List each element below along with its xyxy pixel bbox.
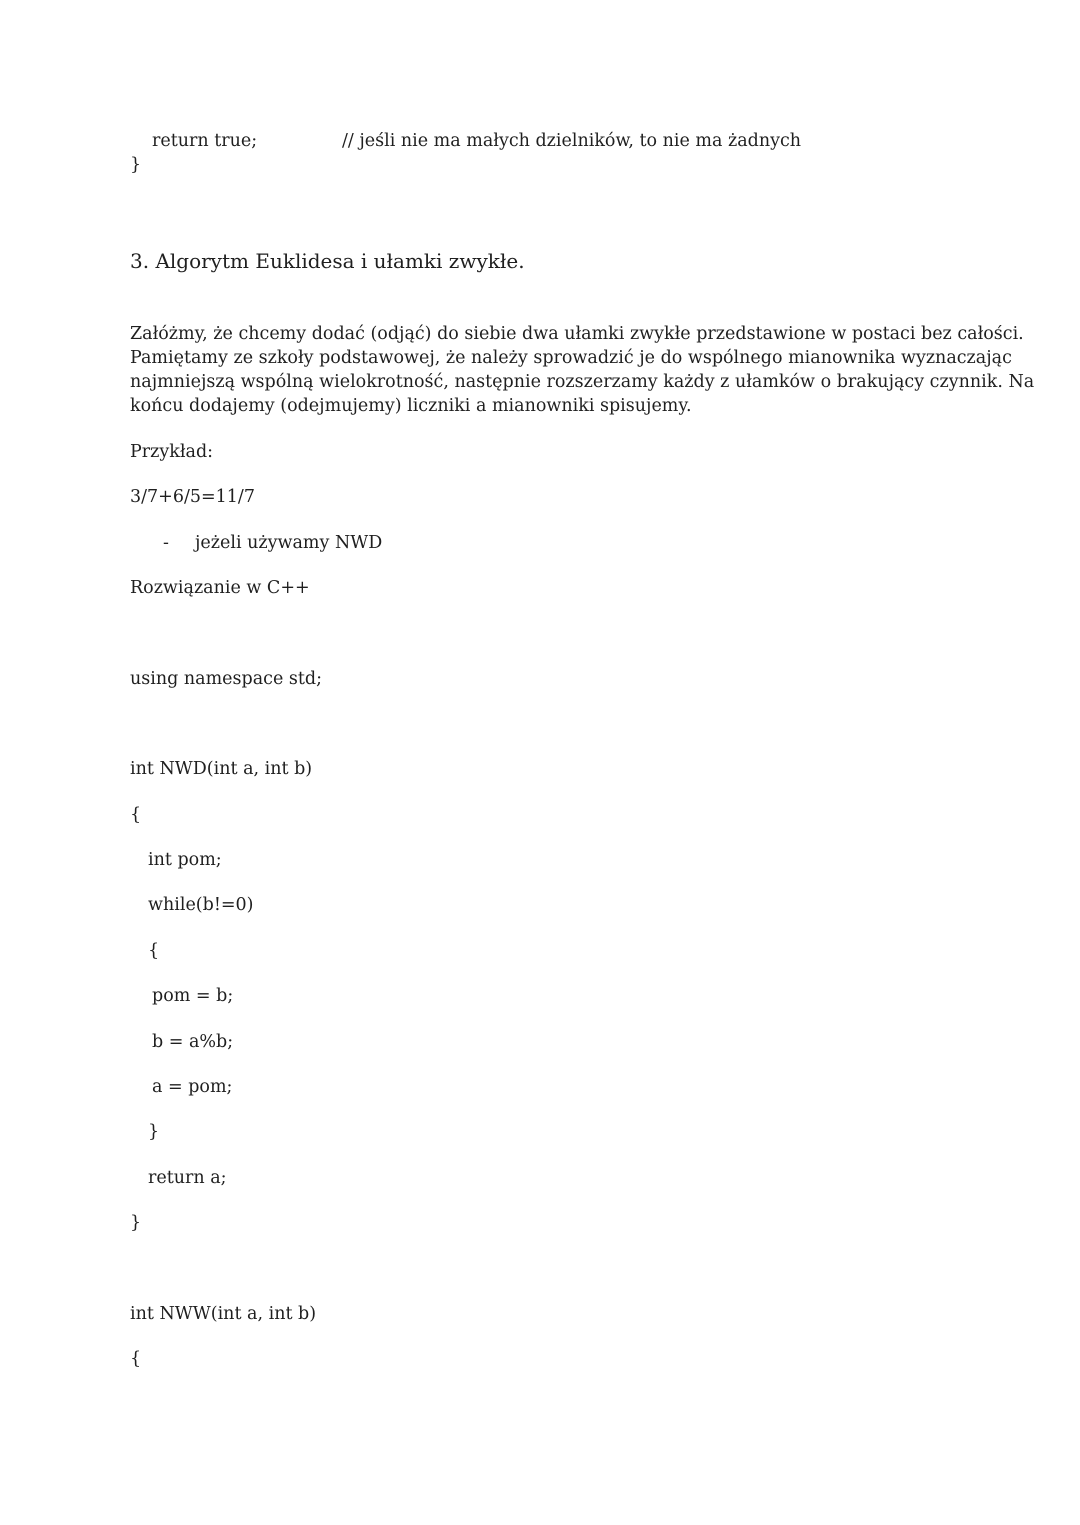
paragraph-line: Załóżmy, że chcemy dodać (odjąć) do siebie dwa ułamki zwykłe przedstawione w postaci bez całości. — [130, 324, 1024, 344]
code-nwd-signature: int NWD(int a, int b) — [130, 759, 313, 779]
code-return-a: return a; — [148, 1168, 227, 1188]
paragraph-line: Pamiętamy ze szkoły podstawowej, że należy sprowadzić je do wspólnego mianownika wyznaczając — [130, 348, 1012, 368]
code-open-brace: { — [130, 1349, 142, 1369]
code-return-true: return true; — [152, 131, 258, 151]
paragraph-line: najmniejszą wspólną wielokrotność, następnie rozszerzamy każdy z ułamków o brakujący czynnik. Na — [130, 372, 1035, 392]
bullet-dash: - — [163, 533, 169, 553]
code-open-brace: { — [148, 941, 160, 961]
code-comment: // jeśli nie ma małych dzielników, to nie ma żadnych — [342, 131, 802, 151]
code-close-brace-top: } — [130, 155, 142, 175]
code-a-assign: a = pom; — [152, 1077, 233, 1097]
section-heading: 3. Algorytm Euklidesa i ułamki zwykłe. — [130, 249, 525, 273]
code-pom-assign: pom = b; — [152, 986, 234, 1006]
code-close-brace: } — [148, 1122, 160, 1142]
code-b-assign: b = a%b; — [152, 1032, 234, 1052]
solution-label: Rozwiązanie w C++ — [130, 578, 310, 598]
paragraph-line: końcu dodajemy (odejmujemy) liczniki a mianowniki spisujemy. — [130, 396, 692, 416]
code-int-pom: int pom; — [148, 850, 222, 870]
code-open-brace: { — [130, 805, 142, 825]
code-close-brace: } — [130, 1213, 142, 1233]
example-label: Przykład: — [130, 442, 214, 462]
bullet-text: jeżeli używamy NWD — [195, 533, 383, 553]
intro-paragraph — [130, 322, 1035, 418]
example-equation: 3/7+6/5=11/7 — [130, 487, 255, 507]
code-using-namespace: using namespace std; — [130, 669, 322, 689]
code-while: while(b!=0) — [148, 895, 254, 915]
code-nww-signature: int NWW(int a, int b) — [130, 1304, 317, 1324]
